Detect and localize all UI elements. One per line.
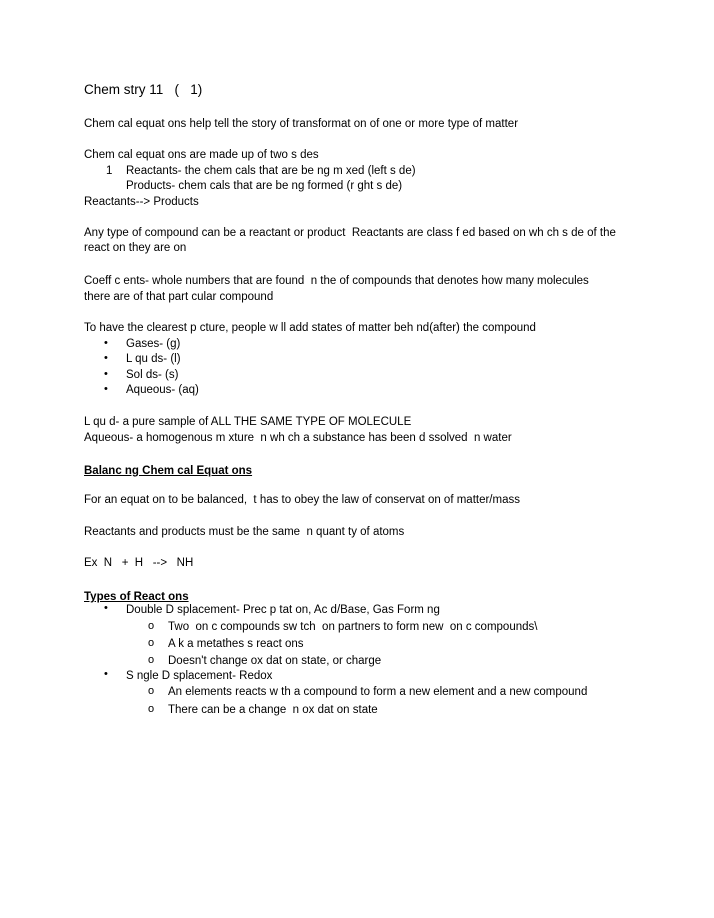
bullet-icon: • xyxy=(104,337,108,349)
balancing-atoms: Reactants and products must be the same n quant ty of atoms xyxy=(84,526,405,538)
reaction-subitem: There can be a change n ox dat on state xyxy=(168,704,378,716)
compound-paragraph-line2: react on they are on xyxy=(84,242,187,254)
state-item: L qu ds- (l) xyxy=(126,353,181,365)
liquid-definition: L qu d- a pure sample of ALL THE SAME TYPE OF MOLECULE xyxy=(84,416,412,428)
bullet-icon: • xyxy=(104,668,108,680)
list-number: 1 xyxy=(106,165,113,177)
arrow-line: Reactants--> Products xyxy=(84,196,199,208)
states-intro: To have the clearest p cture, people w ll add states of matter beh nd(after) the compound xyxy=(84,322,536,334)
sub-bullet-icon: o xyxy=(148,620,155,632)
bullet-icon: • xyxy=(104,602,108,614)
types-heading: Types of React ons xyxy=(84,591,189,603)
reaction-subitem: A k a metathes s react ons xyxy=(168,638,304,650)
coefficient-paragraph-line2: there are of that part cular compound xyxy=(84,291,274,303)
sub-bullet-icon: o xyxy=(148,685,155,697)
aqueous-definition: Aqueous- a homogenous m xture n wh ch a substance has been d ssolved n water xyxy=(84,432,512,444)
state-item: Sol ds- (s) xyxy=(126,369,179,381)
bullet-icon: • xyxy=(104,368,108,380)
bullet-icon: • xyxy=(104,352,108,364)
reaction-type: Double D splacement- Prec p tat on, Ac d/Base, Gas Form ng xyxy=(126,604,440,616)
sides-intro: Chem cal equat ons are made up of two s des xyxy=(84,149,319,161)
intro-paragraph: Chem cal equat ons help tell the story of transformat on of one or more type of matter xyxy=(84,118,519,130)
compound-paragraph-line1: Any type of compound can be a reactant or product Reactants are class f ed based on wh ch s de of the xyxy=(84,227,616,239)
bullet-icon: • xyxy=(104,383,108,395)
sub-bullet-icon: o xyxy=(148,637,155,649)
sub-bullet-icon: o xyxy=(148,703,155,715)
coefficient-paragraph-line1: Coeff c ents- whole numbers that are found n the of compounds that denotes how many molecules xyxy=(84,275,589,287)
sides-item-products: Products- chem cals that are be ng formed (r ght s de) xyxy=(126,180,403,192)
doc-title: Chem stry 11 ( 1) xyxy=(84,82,203,97)
balancing-heading: Balanc ng Chem cal Equat ons xyxy=(84,465,253,477)
sub-bullet-icon: o xyxy=(148,654,155,666)
reaction-subitem: Two on c compounds sw tch on partners to form new on c compounds\ xyxy=(168,621,538,633)
state-item: Aqueous- (aq) xyxy=(126,384,199,396)
state-item: Gases- (g) xyxy=(126,338,181,350)
balancing-paragraph: For an equat on to be balanced, t has to obey the law of conservat on of matter/mass xyxy=(84,494,520,506)
reaction-subitem: An elements reacts w th a compound to form a new element and a new compound xyxy=(168,686,588,698)
reaction-type: S ngle D splacement- Redox xyxy=(126,670,273,682)
reaction-subitem: Doesn't change ox dat on state, or charge xyxy=(168,655,382,667)
sides-item-reactants: Reactants- the chem cals that are be ng m xed (left s de) xyxy=(126,165,416,177)
example-equation: Ex N + H --> NH xyxy=(84,557,194,569)
